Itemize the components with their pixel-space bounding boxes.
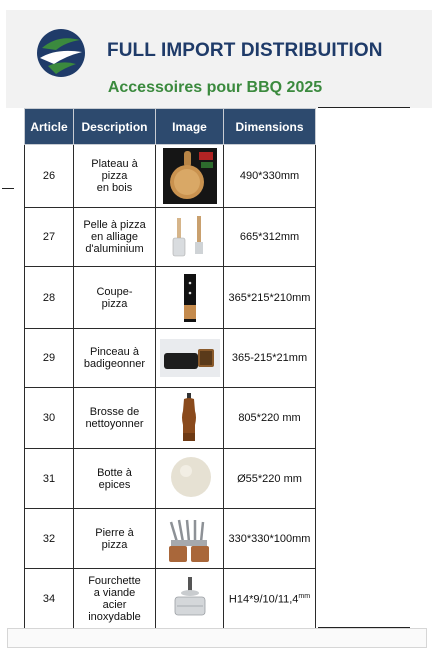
- table-row: [25, 569, 316, 629]
- product-image-cell: [156, 208, 224, 267]
- article-number: 28: [25, 267, 74, 329]
- product-description: Pinceau à badigeonner: [74, 329, 156, 388]
- product-image-cell: [156, 388, 224, 449]
- divider-line: [318, 107, 410, 108]
- product-image-cell: [156, 329, 224, 388]
- table-row: [25, 388, 316, 449]
- product-dimensions: 490*330mm: [224, 145, 316, 208]
- product-dimensions: 365*215*210mm: [224, 267, 316, 329]
- divider-tick: [2, 188, 14, 189]
- product-image-cell: [156, 569, 224, 629]
- product-description: Brosse de nettoyonner: [74, 388, 156, 449]
- table-row: [25, 509, 316, 569]
- meat-fork-image: [163, 573, 217, 625]
- article-number: 30: [25, 388, 74, 449]
- product-dimensions: 330*330*100mm: [224, 509, 316, 569]
- product-dimensions: Ø55*220 mm: [224, 449, 316, 509]
- column-header-description: Description: [74, 109, 156, 145]
- article-number: 31: [25, 449, 74, 509]
- article-number: 26: [25, 145, 74, 208]
- product-image-cell: [156, 267, 224, 329]
- basting-brush-image: [160, 339, 220, 377]
- product-image-cell: [156, 145, 224, 208]
- product-dimensions: 665*312mm: [224, 208, 316, 267]
- product-table: [24, 108, 316, 629]
- dimension-value: H14*9/10/11,4: [228, 593, 299, 606]
- table-row: [25, 208, 316, 267]
- product-description: Plateau à pizza en bois: [74, 145, 156, 208]
- product-description: Coupe- pizza: [74, 267, 156, 329]
- product-description: Botte à epices: [74, 449, 156, 509]
- article-number: 27: [25, 208, 74, 267]
- product-image-cell: [156, 449, 224, 509]
- catalog-subtitle: Accessoires pour BBQ 2025: [107, 79, 323, 96]
- product-description: Fourchette a viande acier inoxydable: [74, 569, 156, 629]
- cleaning-brush-image: [165, 391, 215, 445]
- pizza-stone-image: [163, 512, 217, 566]
- footer-box: [7, 628, 427, 648]
- column-header-dimensions: Dimensions: [224, 109, 316, 145]
- column-header-image: Image: [156, 109, 224, 145]
- company-name: FULL IMPORT DISTRIBUITION: [107, 40, 383, 61]
- wooden-pizza-board-image: [163, 148, 217, 204]
- table-row: [25, 267, 316, 329]
- article-number: 32: [25, 509, 74, 569]
- product-description: Pelle à pizza en alliage d'aluminium: [74, 208, 156, 267]
- product-description: Pierre à pizza: [74, 509, 156, 569]
- table-header-row: [25, 109, 316, 145]
- product-dimensions: [224, 569, 316, 629]
- pizza-cutter-image: [163, 271, 217, 325]
- product-image-cell: [156, 509, 224, 569]
- spice-box-image: [164, 453, 216, 505]
- aluminium-pizza-peel-image: [163, 212, 217, 262]
- dimension-unit: mm: [298, 593, 311, 601]
- company-logo-icon: [36, 28, 86, 78]
- product-dimensions: 805*220 mm: [224, 388, 316, 449]
- table-row: [25, 329, 316, 388]
- table-row: [25, 449, 316, 509]
- table-row: [25, 145, 316, 208]
- article-number: 29: [25, 329, 74, 388]
- product-dimensions: 365-215*21mm: [224, 329, 316, 388]
- column-header-article: Article: [25, 109, 74, 145]
- article-number: 34: [25, 569, 74, 629]
